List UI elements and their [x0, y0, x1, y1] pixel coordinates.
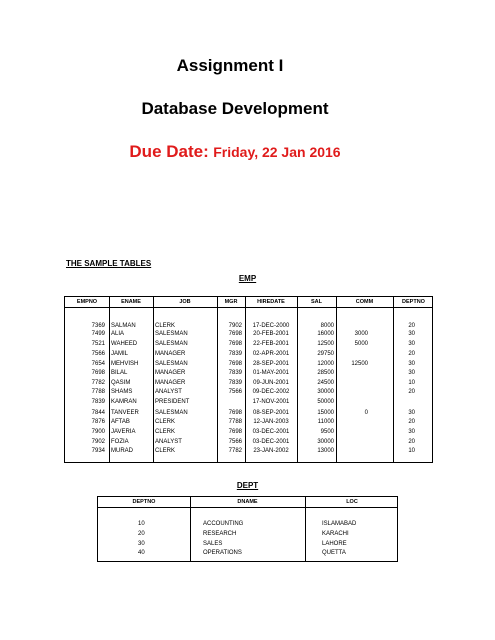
table-cell: 30	[408, 429, 415, 435]
dept-table-title: DEPT	[236, 481, 259, 490]
table-cell: QASIM	[111, 380, 131, 386]
table-cell: CLERK	[155, 323, 176, 329]
table-row	[65, 398, 432, 407]
table-cell: 3000	[354, 331, 368, 337]
table-cell: WAHEED	[111, 341, 138, 347]
table-cell: MEHVISH	[111, 361, 139, 367]
table-cell: 7566	[228, 439, 242, 445]
table-cell: 7654	[91, 361, 105, 367]
table-cell: MANAGER	[155, 370, 186, 376]
table-cell: 08-SEP-2001	[252, 410, 290, 416]
table-cell: 20	[408, 389, 415, 395]
table-cell: AFTAB	[111, 419, 130, 425]
emp-column-header: MGR	[224, 299, 238, 305]
table-cell: 28500	[317, 370, 334, 376]
table-row	[98, 540, 397, 549]
table-cell: 7499	[91, 331, 105, 337]
dept-column-header: DNAME	[237, 499, 258, 505]
table-cell: 7782	[228, 448, 242, 454]
table-cell: 7788	[228, 419, 242, 425]
table-cell: 02-APR-2001	[252, 351, 290, 357]
table-cell: ANALYST	[155, 389, 182, 395]
table-cell: 09-DEC-2002	[252, 389, 290, 395]
table-cell: PRESIDENT	[155, 399, 190, 405]
table-cell: 10	[408, 448, 415, 454]
table-cell: 7369	[91, 323, 105, 329]
table-row	[65, 360, 432, 369]
table-cell: MANAGER	[155, 351, 186, 357]
table-cell: 7698	[228, 429, 242, 435]
table-cell: 7839	[228, 370, 242, 376]
emp-column-header: JOB	[179, 299, 191, 305]
emp-table-header	[65, 297, 432, 308]
emp-column-header: ENAME	[121, 299, 141, 305]
table-cell: ANALYST	[155, 439, 182, 445]
section-heading: THE SAMPLE TABLES	[66, 259, 152, 268]
table-cell: FOZIA	[111, 439, 129, 445]
table-cell: 7839	[228, 380, 242, 386]
table-cell: KARACHI	[322, 531, 349, 537]
table-cell: 15000	[317, 410, 334, 416]
table-cell: 30000	[317, 439, 334, 445]
table-cell: 22-FEB-2001	[253, 341, 289, 347]
table-cell: 7844	[91, 410, 105, 416]
table-cell: CLERK	[155, 429, 176, 435]
table-cell: 03-DEC-2001	[252, 429, 290, 435]
table-cell: 20	[408, 351, 415, 357]
table-row	[65, 438, 432, 447]
table-cell: 10	[138, 521, 145, 527]
table-cell: 24500	[317, 380, 334, 386]
table-cell: 01-MAY-2001	[252, 370, 290, 376]
table-cell: 40	[138, 550, 145, 556]
table-cell: SALESMAN	[155, 341, 188, 347]
table-cell: 20-FEB-2001	[253, 331, 289, 337]
table-cell: 09-JUN-2001	[253, 380, 289, 386]
table-cell: 30	[408, 341, 415, 347]
table-row	[65, 418, 432, 427]
table-cell: 7934	[91, 448, 105, 454]
table-cell: 28-SEP-2001	[252, 361, 290, 367]
emp-column-header: HIREDATE	[257, 299, 285, 305]
document-title: Assignment I	[176, 56, 284, 75]
table-cell: 11000	[317, 419, 334, 425]
due-date	[0, 142, 470, 162]
table-cell: 20	[408, 323, 415, 329]
table-cell: 13000	[317, 448, 334, 454]
table-row	[65, 428, 432, 437]
table-cell: CLERK	[155, 448, 176, 454]
table-cell: LAHORE	[322, 541, 347, 547]
table-cell: 7839	[228, 351, 242, 357]
table-cell: 7698	[228, 410, 242, 416]
table-cell: 7521	[91, 341, 105, 347]
table-cell: 20	[138, 531, 145, 537]
document-subtitle: Database Development	[141, 99, 329, 118]
table-cell: 30	[138, 541, 145, 547]
table-cell: 23-JAN-2002	[253, 448, 289, 454]
table-cell: 12000	[317, 361, 334, 367]
table-row	[98, 530, 397, 539]
table-cell: 7782	[91, 380, 105, 386]
table-cell: 29750	[317, 351, 334, 357]
table-cell: JAMIL	[111, 351, 129, 357]
table-cell: ACCOUNTING	[203, 521, 244, 527]
table-row	[65, 379, 432, 388]
table-cell: 30	[408, 331, 415, 337]
table-row	[65, 350, 432, 359]
table-row	[65, 330, 432, 339]
table-row	[65, 388, 432, 397]
table-cell: JAVERIA	[111, 429, 136, 435]
table-cell: 30	[408, 361, 415, 367]
table-cell: 50000	[317, 399, 334, 405]
table-cell: MURAD	[111, 448, 133, 454]
emp-table-title: EMP	[238, 274, 257, 283]
table-row	[65, 369, 432, 378]
table-cell: SALESMAN	[155, 331, 188, 337]
table-row	[98, 549, 397, 558]
table-cell: SHAMS	[111, 389, 133, 395]
table-cell: 20	[408, 439, 415, 445]
table-cell: 7698	[228, 361, 242, 367]
table-cell: SALESMAN	[155, 410, 188, 416]
table-row	[65, 447, 432, 456]
table-cell: 7698	[228, 331, 242, 337]
dept-column-header: LOC	[346, 499, 358, 505]
table-cell: QUETTA	[322, 550, 346, 556]
table-cell: 12500	[351, 361, 368, 367]
table-cell: SALESMAN	[155, 361, 188, 367]
table-cell: 7698	[228, 341, 242, 347]
table-row	[65, 340, 432, 349]
table-cell: RESEARCH	[203, 531, 237, 537]
table-cell: TANVEER	[111, 410, 139, 416]
table-cell: 7698	[91, 370, 105, 376]
table-cell: BILAL	[111, 370, 128, 376]
table-cell: 12-JAN-2003	[253, 419, 289, 425]
table-cell: MANAGER	[155, 380, 186, 386]
table-cell: 7876	[91, 419, 105, 425]
table-cell: 20	[408, 419, 415, 425]
table-cell: 12500	[317, 341, 334, 347]
dept-column-header: DEPTNO	[132, 499, 156, 505]
table-cell: 7566	[228, 389, 242, 395]
table-row	[98, 520, 397, 529]
table-cell: 7902	[228, 323, 242, 329]
table-cell: 7902	[91, 439, 105, 445]
table-cell: ALIA	[111, 331, 125, 337]
table-cell: 7900	[91, 429, 105, 435]
table-cell: 30	[408, 410, 415, 416]
table-cell: CLERK	[155, 419, 176, 425]
table-cell: 03-DEC-2001	[252, 439, 290, 445]
table-cell: 30000	[317, 389, 334, 395]
emp-column-header: COMM	[355, 299, 374, 305]
table-cell: 8000	[320, 323, 334, 329]
due-date-label: Due Date:	[129, 142, 209, 161]
table-cell: 17-DEC-2000	[252, 323, 290, 329]
table-cell: 30	[408, 370, 415, 376]
table-cell: SALMAN	[111, 323, 136, 329]
emp-table	[64, 296, 433, 463]
emp-column-header: DEPTNO	[402, 299, 425, 305]
table-cell: 7566	[91, 351, 105, 357]
dept-table	[97, 496, 398, 562]
table-cell: 7839	[91, 399, 105, 405]
table-cell: 5000	[354, 341, 368, 347]
table-cell: 16000	[317, 331, 334, 337]
emp-column-header: EMPNO	[76, 299, 98, 305]
table-cell: SALES	[203, 541, 223, 547]
due-date-value: Friday, 22 Jan 2016	[213, 144, 341, 160]
table-cell: 17-NOV-2001	[252, 399, 290, 405]
table-cell: ISLAMABAD	[322, 521, 357, 527]
dept-table-header	[98, 497, 397, 508]
table-row	[65, 409, 432, 418]
table-cell: 9500	[320, 429, 334, 435]
table-cell: 7788	[91, 389, 105, 395]
table-cell: KAMRAN	[111, 399, 137, 405]
table-cell: 10	[408, 380, 415, 386]
emp-column-header: SAL	[311, 299, 322, 305]
table-cell: 0	[364, 410, 368, 416]
table-cell: OPERATIONS	[203, 550, 242, 556]
